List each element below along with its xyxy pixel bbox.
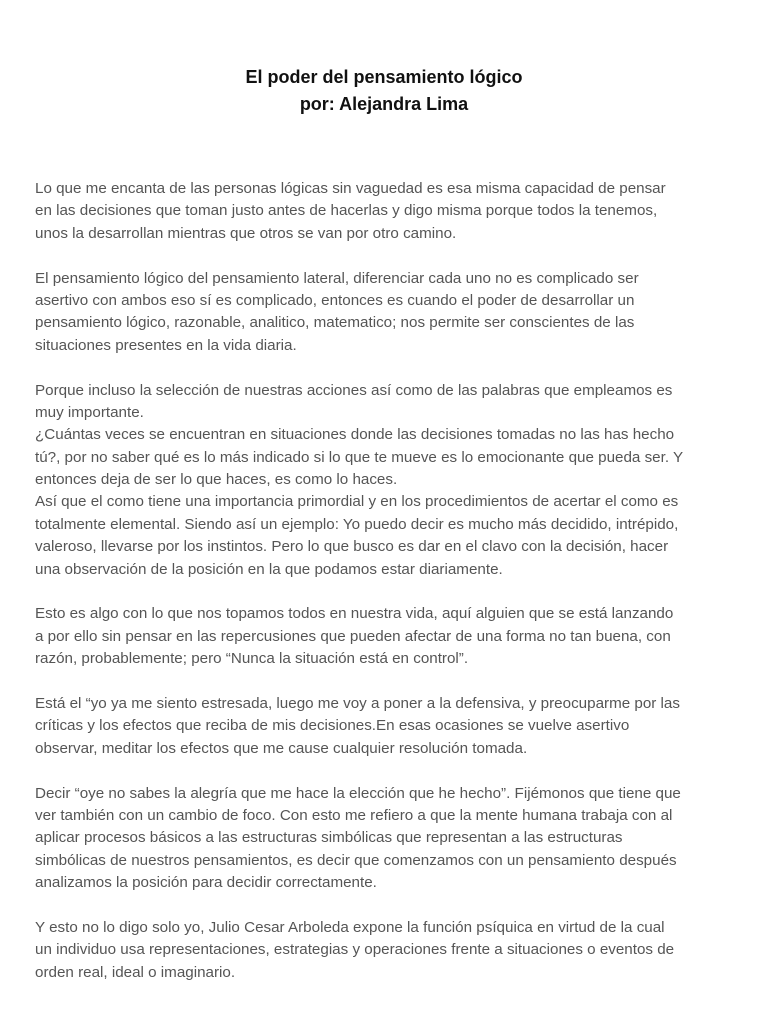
body-text-line: unos la desarrollan mientras que otros se van por otro camino. xyxy=(35,224,457,242)
body-text-line: entonces deja de ser lo que haces, es como lo haces. xyxy=(35,471,398,489)
body-text-line: Decir “oye no sabes la alegría que me hace la elección que he hecho”. Fijémonos que tiene que xyxy=(35,784,681,802)
body-text-line: situaciones presentes en la vida diaria. xyxy=(35,336,297,354)
paragraph-gap xyxy=(35,760,735,782)
body-text-line: un individuo usa representaciones, estrategias y operaciones frente a situaciones o eventos de xyxy=(35,941,675,959)
paragraph-gap xyxy=(35,671,735,693)
body-text-line: Esto es algo con lo que nos topamos todos en nuestra vida, aquí alguien que se está lanzando xyxy=(35,605,674,623)
body-text-line: simbólicas de nuestros pensamientos, es decir que comenzamos con un pensamiento después xyxy=(35,851,677,869)
body-text-line: El pensamiento lógico del pensamiento lateral, diferenciar cada uno no es complicado ser xyxy=(35,269,639,287)
paragraph-gap xyxy=(35,357,735,379)
document-body xyxy=(35,178,735,984)
body-text-line: observar, meditar los efectos que me cause cualquier resolución tomada. xyxy=(35,739,528,757)
body-text-line: en las decisiones que toman justo antes de hacerlas y digo misma porque todos la tenemos, xyxy=(35,202,658,220)
author-line: por: Alejandra Lima xyxy=(299,94,469,114)
body-text-line: pensamiento lógico, razonable, analitico, matematico; nos permite ser conscientes de las xyxy=(35,314,635,332)
body-text-line: ¿Cuántas veces se encuentran en situaciones donde las decisiones tomadas no las has hecho xyxy=(35,426,675,444)
body-text-line: tú?, por no saber qué es lo más indicado si lo que te mueve es lo emocionante que pueda ser. Y xyxy=(35,448,684,466)
body-text-line: Así que el como tiene una importancia primordial y en los procedimientos de acertar el como es xyxy=(35,493,679,511)
paragraph-gap xyxy=(35,895,735,917)
body-text-line: una observación de la posición en la que podamos estar diariamente. xyxy=(35,560,503,578)
body-text-line: Y esto no lo digo solo yo, Julio Cesar Arboleda expone la función psíquica en virtud de la cual xyxy=(35,918,665,936)
document-title: El poder del pensamiento lógico xyxy=(245,67,523,87)
body-text-line: totalmente elemental. Siendo así un ejemplo: Yo puedo decir es mucho más decidido, intrépido, xyxy=(35,515,679,533)
body-text-line: razón, probablemente; pero “Nunca la situación está en control”. xyxy=(35,650,469,668)
body-text-line: ver también con un cambio de foco. Con esto me refiero a que la mente humana trabaja con al xyxy=(35,806,673,824)
body-text-line: a por ello sin pensar en las repercusiones que pueden afectar de una forma no tan buena, con xyxy=(35,627,671,645)
body-text-line: aplicar procesos básicos a las estructuras simbólicas que representan a las estructuras xyxy=(35,829,623,847)
paragraph-gap xyxy=(35,245,735,267)
body-text-line: valeroso, llevarse por los instintos. Pero lo que busco es dar en el clavo con la decisión, hacer xyxy=(35,538,669,556)
body-text-line: Porque incluso la selección de nuestras acciones así como de las palabras que empleamos es xyxy=(35,381,673,399)
body-text-line: analizamos la posición para decidir correctamente. xyxy=(35,874,377,892)
body-text-line: muy importante. xyxy=(35,403,144,421)
body-text-line: Lo que me encanta de las personas lógicas sin vaguedad es esa misma capacidad de pensar xyxy=(35,180,666,197)
body-text-line: orden real, ideal o imaginario. xyxy=(35,963,236,981)
paragraph-gap xyxy=(35,581,735,603)
body-text-line: Está el “yo ya me siento estresada, luego me voy a poner a la defensiva, y preocuparme por las xyxy=(35,694,680,712)
body-text-line: asertivo con ambos eso sí es complicado, entonces es cuando el poder de desarrollar un xyxy=(35,291,635,309)
title-block xyxy=(0,64,768,118)
body-text-line: críticas y los efectos que reciba de mis decisiones.En esas ocasiones se vuelve asertivo xyxy=(35,717,630,735)
